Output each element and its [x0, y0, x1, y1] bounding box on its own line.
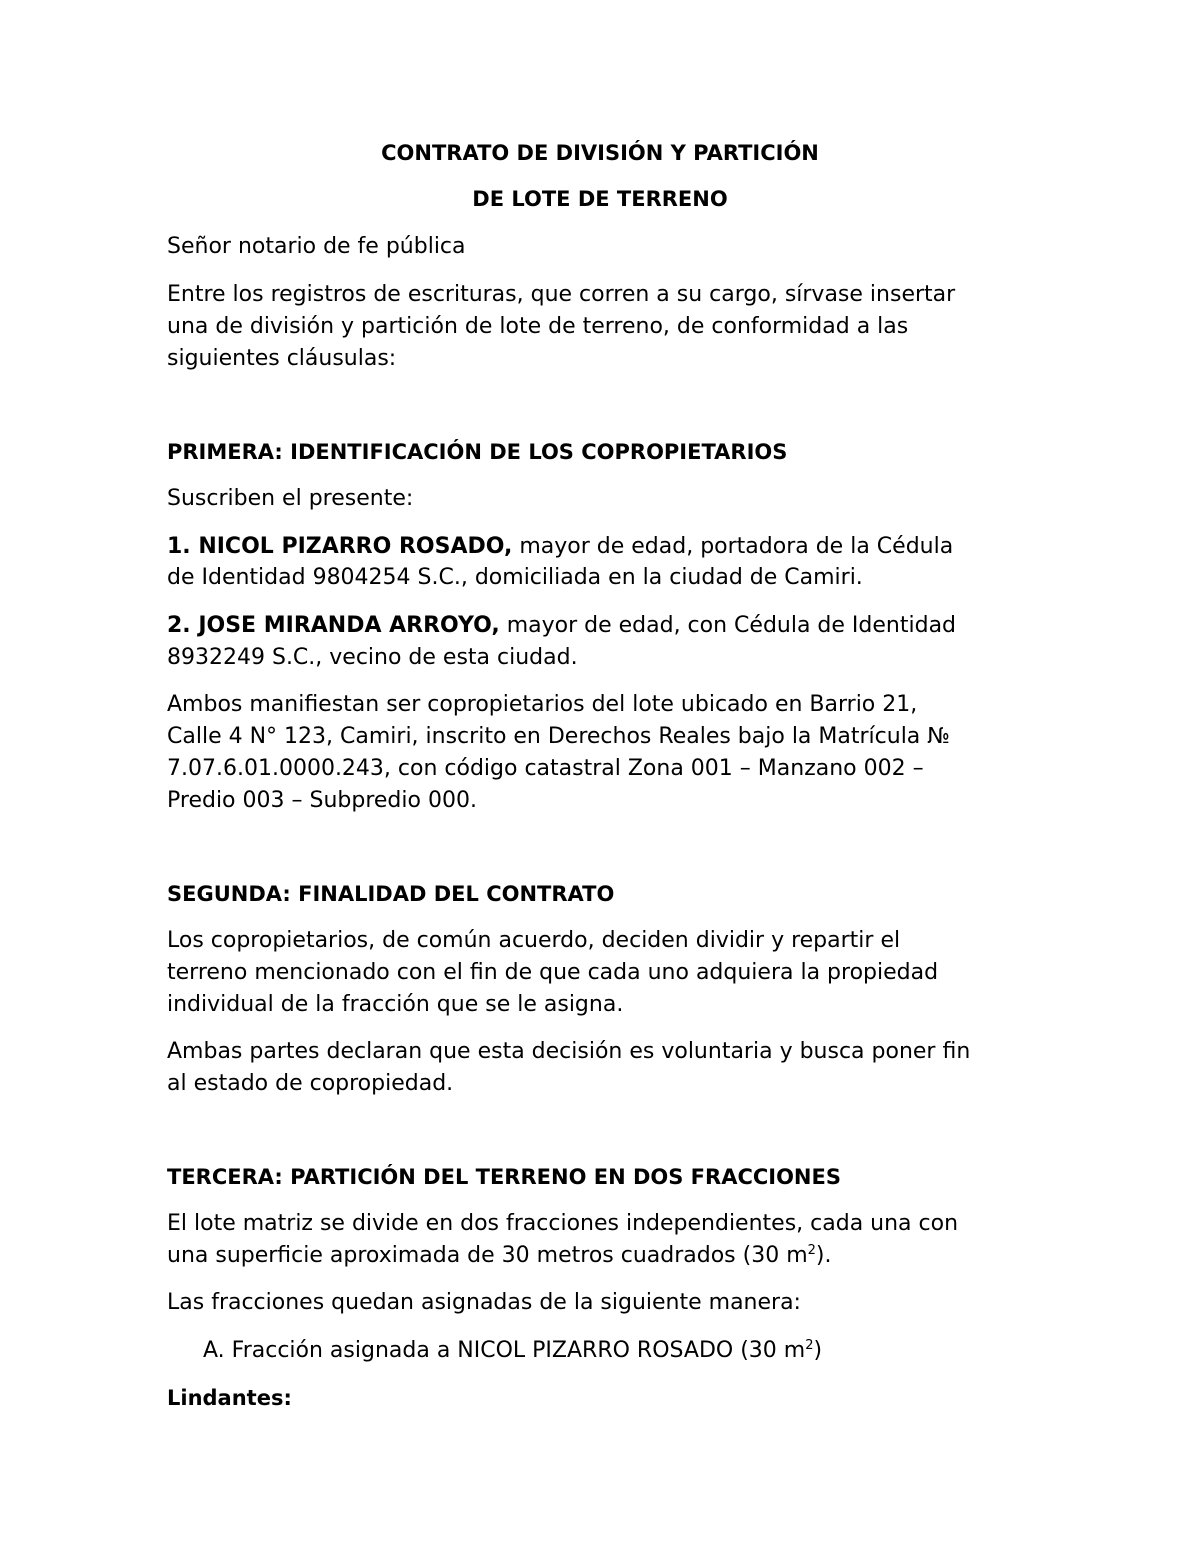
- superscript-2: 2: [807, 1243, 816, 1258]
- title-line-2: DE LOTE DE TERRENO: [472, 187, 728, 211]
- tercera-para-1-line-1: El lote matriz se divide en dos fracciones independientes, cada una con: [167, 1211, 959, 1236]
- property-line-1: Ambos manifiestan ser copropietarios del lote ubicado en Barrio 21,: [167, 692, 918, 717]
- intro-line-3: siguientes cláusulas:: [167, 346, 397, 371]
- surface-text: una superficie aproximada de 30 metros cuadrados (30 m: [167, 1243, 808, 1268]
- segunda-para-1-line-1: Los copropietarios, de común acuerdo, deciden dividir y repartir el: [167, 928, 901, 953]
- clause-primera-heading: PRIMERA: IDENTIFICACIÓN DE LOS COPROPIETARIOS: [167, 440, 788, 464]
- segunda-para-2-line-2: al estado de copropiedad.: [167, 1071, 454, 1096]
- list-item-a: [203, 1340, 822, 1362]
- clause-segunda-heading: SEGUNDA: FINALIDAD DEL CONTRATO: [167, 882, 615, 906]
- salutation: Señor notario de fe pública: [167, 234, 466, 259]
- party-1-details: mayor de edad, portadora de la Cédula: [512, 534, 954, 559]
- party-2-details: mayor de edad, con Cédula de Identidad: [499, 613, 957, 638]
- segunda-para-2-line-1: Ambas partes declaran que esta decisión es voluntaria y busca poner fin: [167, 1039, 971, 1064]
- list-marker-a: A.: [203, 1338, 225, 1363]
- intro-line-1: Entre los registros de escrituras, que corren a su cargo, sírvase insertar: [167, 282, 956, 307]
- segunda-para-1-line-3: individual de la fracción que se le asigna.: [167, 992, 624, 1017]
- surface-close: ).: [815, 1243, 832, 1268]
- property-line-2: Calle 4 N° 123, Camiri, inscrito en Derechos Reales bajo la Matrícula №: [167, 724, 951, 749]
- party-1-name: 1. NICOL PIZARRO ROSADO,: [167, 534, 513, 559]
- intro-line-2: una de división y partición de lote de terreno, de conformidad a las: [167, 314, 909, 339]
- segunda-para-1-line-2: terreno mencionado con el fin de que cada uno adquiera la propiedad: [167, 960, 939, 985]
- tercera-para-1-line-2: [167, 1245, 831, 1267]
- clause-tercera-heading: TERCERA: PARTICIÓN DEL TERRENO EN DOS FRACCIONES: [167, 1165, 841, 1189]
- property-line-3: 7.07.6.01.0000.243, con código catastral Zona 001 – Manzano 002 –: [167, 756, 924, 781]
- list-item-close: ): [813, 1338, 823, 1363]
- property-line-4: Predio 003 – Subpredio 000.: [167, 788, 477, 813]
- party-2-name: 2. JOSE MIRANDA ARROYO,: [167, 613, 500, 638]
- party-1-line-2: de Identidad 9804254 S.C., domiciliada en la ciudad de Camiri.: [167, 565, 863, 590]
- tercera-para-2: Las fracciones quedan asignadas de la siguiente manera:: [167, 1290, 801, 1315]
- subscribe-text: Suscriben el presente:: [167, 486, 414, 511]
- superscript-2: 2: [805, 1338, 814, 1353]
- party-1-line-1: [167, 536, 953, 558]
- party-2-line-1: [167, 615, 956, 637]
- party-2-line-2: 8932249 S.C., vecino de esta ciudad.: [167, 645, 578, 670]
- lindantes-label: Lindantes:: [167, 1386, 292, 1410]
- title-line-1: CONTRATO DE DIVISIÓN Y PARTICIÓN: [381, 141, 819, 165]
- list-item-text: Fracción asignada a NICOL PIZARRO ROSADO (30 m: [231, 1338, 806, 1363]
